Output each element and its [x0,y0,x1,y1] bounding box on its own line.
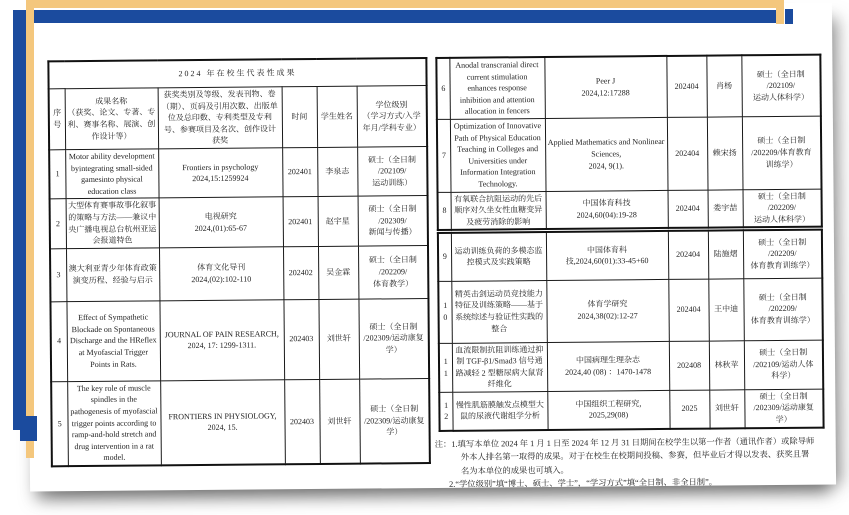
cell-student-name: 刘世轩 [318,299,359,379]
cell-publication-detail: FRONTIERS IN PHYSIOLOGY, 2024, 15. [160,380,285,466]
frame-blue-left-bar [13,10,26,430]
table-row [436,55,821,120]
table-row [439,340,823,393]
footnote-1: 注：1.填写本单位 2024 年 1 月 1 日至 2024 年 12 月 31 日期间在校学生以第一作者（通讯作者）或除导师外本人排名第一取得的成果。对于在校生在校期间投稿、参赛，但毕业后才得以发表、获奖且署名为本单位的成果也可填入。 [434,436,815,476]
frame-blue-top-bar [13,10,779,23]
cell-student-name: 李泉志 [317,147,357,197]
results-table-left-body [49,146,430,466]
cell-student-name: 刘世轩 [319,379,360,464]
cell-seq: 1 [49,150,65,200]
cell-degree: 硕士（全日制 /202309/ 新闻与传播） [358,196,428,246]
results-table-right-a [435,54,823,232]
cell-seq: 6 [436,58,450,120]
footnote-2: 2.“学位级别”填“博士、硕士、学士”，“学习方式”填“全日制、非全日制”。 [449,477,718,489]
cell-student-name: 娄宇喆 [708,189,743,228]
cell-student-name: 吴金霖 [318,246,358,299]
cell-degree: 硕士（全日制 /202109/ 运动训练） [357,146,427,196]
cell-seq: 2 [50,199,66,249]
cell-time: 202403 [283,299,319,379]
frame-gold-top-right-tab [776,0,784,24]
header-time: 时间 [282,86,318,147]
cell-seq: 12 [439,392,452,430]
cell-time: 202404 [667,117,708,190]
cell-time: 202401 [282,147,317,197]
cell-achievement-name: 血流限制抗阻训练通过抑制 TGF-β1/Smad3 信号通路减轻 2 型糖尿病大鼠肾纤维化 [452,342,547,392]
header-degree: 学位级别 （学习方式/入学年月/学科专业） [357,86,428,148]
footnotes [435,435,815,491]
cell-degree: 硕士（全日制 /202209/ 体育教育训练学） [743,230,822,279]
cell-publication-detail: 中国组织工程研究, 2025,29(08) [547,390,669,429]
table-row [50,196,428,249]
cell-publication-detail: 中国体育科 技,2024,60(01):33-45+60 [546,231,668,280]
cell-seq: 5 [51,381,68,466]
cell-seq: 11 [439,343,452,392]
cell-achievement-name: 慢性肌筋膜触发点模型大鼠的尿液代谢组学分析 [452,391,547,430]
cell-achievement-name: Motor ability development byintegrating small-sided gamesinto physical education class [65,149,158,199]
cell-student-name: 林秋苹 [709,340,744,390]
cell-time: 202402 [283,246,318,299]
cell-publication-detail: 体育文化导刊 2024,(02):102-110 [159,247,283,301]
table-row [438,278,823,343]
results-table-right-a-body [436,55,821,231]
results-table-right-b-body [438,230,824,431]
cell-achievement-name: 运动训练负荷的多模态监控模式及实践策略 [451,232,546,281]
results-table-right-b [437,229,825,432]
frame-blue-top-right-tab [785,9,793,24]
table-row [439,389,823,431]
table-title-row [48,58,426,89]
cell-degree: 硕士（全日制 /202309/运动康复 学） [359,378,430,463]
cell-student-name: 王中迪 [708,278,744,340]
cell-publication-detail: 体育学研究 2024,38(02):12-27 [546,279,669,342]
cell-time: 202404 [666,56,707,118]
cell-achievement-name: Anodal transcranial direct current stimulation enhances response inhibition and attention allocation in fencers [449,57,545,119]
cell-time: 2025 [669,390,709,429]
cell-publication-detail: Applied Mathematics and Nonlinear Sciences, 2024, 9(1). [545,117,668,191]
table-row [49,146,427,199]
cell-student-name: 刘世轩 [709,390,744,429]
cell-achievement-name: The key role of muscle spindles in the pathogenesis of myofascial trigger points according to ramp-and-hold stretch and drug intervention in a rat model. [67,381,161,466]
cell-time: 202404 [668,279,709,341]
cell-student-name: 肖杨 [706,55,742,117]
cell-degree: 硕士（全日制 /202109/ 运动人体科学） [741,55,821,117]
cell-seq: 7 [437,119,451,192]
cell-publication-detail: 中国病理生理杂志 2024,40 (08) ：1470-1478 [547,341,669,391]
cell-degree: 硕士（全日制 /202309/运动康复 学） [744,389,823,428]
cell-seq: 3 [50,248,66,301]
cell-publication-detail: Peer J 2024,12:17288 [544,56,667,119]
table-row [50,298,429,381]
cell-seq: 4 [50,301,67,381]
table-row [51,378,430,466]
cell-degree: 硕士（全日制 /202209/体育教育 训练学） [742,116,822,189]
header-name: 成果名称 （获奖、论文、专著、专利、赛事名称、展演、创作设计等） [65,88,159,150]
results-table-left-head [48,58,427,150]
table-title: 2024 年在校生代表性成果 [48,58,426,89]
cell-seq: 8 [438,192,451,230]
cell-degree: 硕士（全日制 /202209/ 体育教学） [358,245,429,299]
cell-student-name: 赖宋扬 [707,117,743,190]
table-row [50,245,429,301]
header-student: 学生姓名 [317,86,358,147]
cell-achievement-name: Effect of Sympathetic Blockade on Spontaneous Discharge and the HReflex at Myofascial Trigger Points in Rats. [66,301,160,382]
frame-gold-left-line [26,0,34,458]
cell-time: 202404 [668,190,708,229]
document-page [26,2,836,491]
cell-time: 202403 [284,379,320,464]
cell-publication-detail: 电视研究 2024,(01):65-67 [159,197,283,247]
cell-degree: 硕士（全日制 /202309/运动康复 学） [358,298,429,379]
cell-seq: 9 [438,233,451,281]
cell-publication-detail: Frontiers in psychology 2024,15:1259924 [158,148,282,198]
cell-time: 202408 [669,341,709,391]
cell-degree: 硕士（全日制 /202209/ 体育教育训练学） [743,278,823,341]
frame-blue-bottom-left-foot [20,416,37,441]
cell-seq: 10 [438,281,452,343]
table-row [438,230,822,281]
cell-time: 202404 [668,231,708,279]
cell-student-name: 陆施熠 [708,230,743,278]
table-header-row [49,86,428,150]
cell-time: 202401 [283,197,318,247]
cell-achievement-name: Optimization of Innovative Path of Physical Education Teaching in Colleges and Universities under Information Integration Technology. [450,118,546,191]
cell-degree: 硕士（全日制 /202209/ 运动人体科学） [743,189,822,228]
cell-achievement-name: 精英击剑运动员竞技能力特征及训练策略——基于系统综述与验证性实践的整合 [451,280,547,343]
cell-publication-detail: 中国体育科技 2024,60(04):19-28 [546,190,668,229]
cell-achievement-name: 大型体育赛事故事化叙事的策略与方法——兼议中央广播电视总台杭州亚运会报道特色 [66,198,159,248]
table-row [437,116,822,192]
cell-student-name: 赵宇星 [318,196,358,246]
frame-gold-top-line [26,0,784,8]
header-seq: 序号 [49,89,66,150]
header-detail: 获奖类别及等级、发表刊物、卷（期）、页码及引用次数、出版单位及总印数、专利类型及专利号、参赛项目及名次、创作设计获奖 [158,87,283,149]
cell-publication-detail: JOURNAL OF PAIN RESEARCH, 2024, 17: 1299-1311. [159,300,284,381]
cell-degree: 硕士（全日制 /202109/运动人体 科学） [744,340,823,390]
results-table-left [47,57,431,467]
table-row [438,189,822,231]
cell-achievement-name: 澳大利亚青少年体育政策演变历程、经验与启示 [66,248,159,302]
cell-achievement-name: 有氧联合抗阻运动的先后顺序对久坐女性血糖变异及疲劳消除的影响 [451,191,546,230]
